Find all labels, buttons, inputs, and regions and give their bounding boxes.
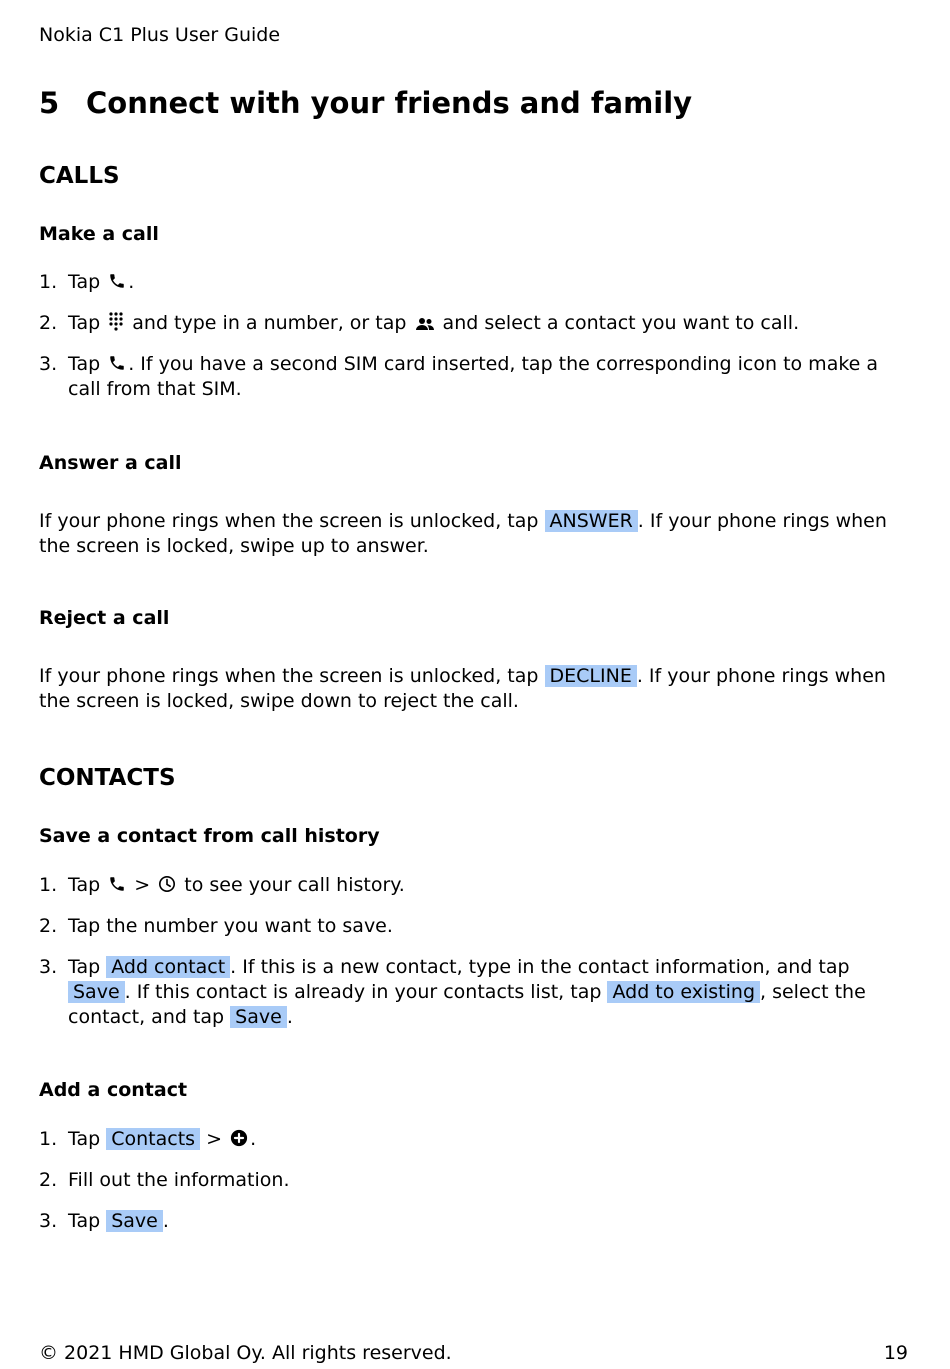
- add-contact-steps: [39, 1127, 905, 1234]
- step-number: 1.: [39, 1128, 58, 1150]
- make-call-steps: [39, 270, 905, 402]
- add-contact-button-label: Add contact: [106, 956, 230, 978]
- step-text: Tap: [68, 353, 101, 375]
- paragraph-text: If your phone rings when the screen is unlocked, tap: [39, 665, 539, 687]
- reject-call-paragraph: [39, 664, 899, 714]
- step-text: and select a contact you want to call.: [442, 312, 800, 334]
- reject-call-title: Reject a call: [39, 607, 170, 629]
- step-text: . If you have a second SIM card inserted, tap the corresponding icon to make a call from that SIM.: [68, 353, 879, 400]
- page-number: 19: [883, 1342, 908, 1364]
- save-contact-steps: [39, 873, 905, 1030]
- clock-icon: [158, 875, 176, 893]
- paragraph-text: . If your phone rings when the screen is locked, swipe down to reject the call.: [39, 665, 886, 712]
- chapter-heading: [39, 86, 692, 120]
- step-text: and type in a number, or tap: [132, 312, 407, 334]
- step-text: . If this is a new contact, type in the contact information, and tap: [230, 956, 850, 978]
- list-item: [39, 955, 905, 1030]
- list-item: [39, 311, 905, 336]
- list-item: [39, 352, 905, 402]
- add-to-existing-button-label: Add to existing: [607, 981, 760, 1003]
- step-text: Fill out the information.: [68, 1169, 290, 1191]
- step-number: 1.: [39, 271, 58, 293]
- list-item: [39, 1127, 905, 1152]
- document-title: Nokia C1 Plus User Guide: [39, 24, 281, 46]
- separator: >: [134, 874, 151, 896]
- step-text: Tap: [68, 956, 101, 978]
- add-circle-icon: [230, 1129, 248, 1147]
- step-number: 2.: [39, 312, 58, 334]
- step-text: , select the contact, and tap: [68, 981, 866, 1028]
- step-text: Tap the number you want to save.: [68, 915, 393, 937]
- step-number: 3.: [39, 353, 58, 375]
- save-contact-title: Save a contact from call history: [39, 825, 380, 847]
- answer-call-paragraph: [39, 509, 899, 559]
- step-text: Tap: [68, 1128, 101, 1150]
- add-contact-title: Add a contact: [39, 1079, 188, 1101]
- step-text: to see your call history.: [184, 874, 405, 896]
- list-item: [39, 270, 905, 295]
- save-button-label: Save: [230, 1006, 287, 1028]
- step-number: 1.: [39, 874, 58, 896]
- step-text: .: [286, 1006, 293, 1028]
- step-text: Tap: [68, 271, 101, 293]
- step-text: .: [250, 1128, 257, 1150]
- step-text: Tap: [68, 874, 101, 896]
- phone-icon: [108, 875, 126, 893]
- copyright-footer: © 2021 HMD Global Oy. All rights reserved.: [39, 1342, 452, 1364]
- step-number: 3.: [39, 1210, 58, 1232]
- list-item: [39, 1168, 905, 1193]
- step-text: .: [128, 271, 135, 293]
- calls-heading: CALLS: [39, 163, 120, 189]
- contacts-heading: CONTACTS: [39, 765, 176, 791]
- chapter-title: Connect with your friends and family: [86, 86, 693, 120]
- step-text: Tap: [68, 1210, 101, 1232]
- phone-icon: [108, 272, 126, 290]
- answer-call-title: Answer a call: [39, 452, 182, 474]
- contacts-group-icon: [415, 317, 435, 331]
- save-button-label: Save: [106, 1210, 163, 1232]
- step-text: .: [162, 1210, 169, 1232]
- make-call-title: Make a call: [39, 223, 159, 245]
- contacts-button-label: Contacts: [106, 1128, 200, 1150]
- step-number: 3.: [39, 956, 58, 978]
- list-item: [39, 873, 905, 898]
- separator: >: [206, 1128, 223, 1150]
- list-item: [39, 1209, 905, 1234]
- list-item: [39, 914, 905, 939]
- decline-button-label: DECLINE: [545, 665, 637, 687]
- step-number: 2.: [39, 915, 58, 937]
- step-number: 2.: [39, 1169, 58, 1191]
- step-text: . If this contact is already in your contacts list, tap: [124, 981, 602, 1003]
- dialpad-icon: [108, 311, 124, 331]
- answer-button-label: ANSWER: [545, 510, 638, 532]
- paragraph-text: . If your phone rings when the screen is locked, swipe up to answer.: [39, 510, 887, 557]
- save-button-label: Save: [68, 981, 125, 1003]
- chapter-number: 5: [39, 86, 60, 120]
- paragraph-text: If your phone rings when the screen is unlocked, tap: [39, 510, 539, 532]
- phone-icon: [108, 354, 126, 372]
- step-text: Tap: [68, 312, 101, 334]
